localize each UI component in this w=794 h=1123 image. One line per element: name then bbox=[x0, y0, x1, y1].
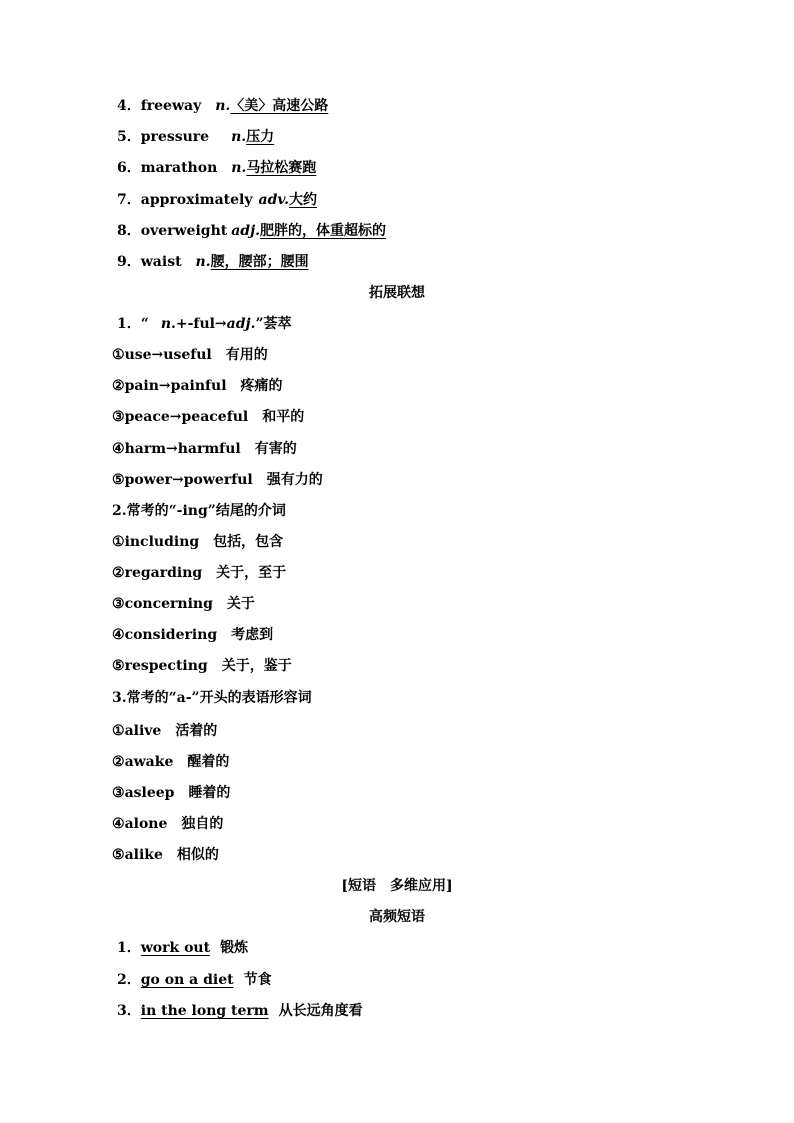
item-mark: ② bbox=[112, 565, 125, 581]
vocab-meaning: 马拉松赛跑 bbox=[246, 160, 317, 176]
list-item bbox=[112, 783, 230, 803]
vocab-meaning: 〈美〉高速公路 bbox=[230, 98, 329, 114]
list-item bbox=[112, 594, 255, 614]
item-meaning: 睡着的 bbox=[188, 785, 231, 801]
item-mark: ① bbox=[112, 534, 125, 550]
part-of-speech: n. bbox=[231, 129, 247, 145]
vocab-word: marathon bbox=[140, 160, 218, 176]
heading-number: 1． bbox=[117, 316, 141, 332]
item-meaning: 活着的 bbox=[175, 723, 218, 739]
item-mark: ① bbox=[112, 347, 125, 363]
vocab-item bbox=[117, 127, 274, 147]
heading-noun: n. bbox=[160, 316, 176, 332]
item-word: peace→peaceful bbox=[124, 409, 249, 425]
vocab-meaning: 压力 bbox=[246, 129, 275, 145]
item-word: considering bbox=[124, 627, 218, 643]
item-mark: ② bbox=[112, 754, 125, 770]
item-word: awake bbox=[124, 754, 174, 770]
item-word: respecting bbox=[124, 658, 208, 674]
item-meaning: 关于 bbox=[226, 596, 255, 612]
item-mark: ④ bbox=[112, 441, 125, 457]
list-item bbox=[112, 845, 219, 865]
item-mark: ③ bbox=[112, 785, 125, 801]
item-number: 1． bbox=[117, 940, 141, 956]
phrase-text: in the long term bbox=[140, 1003, 269, 1019]
item-number: 9． bbox=[117, 254, 141, 270]
heading-quote: “ bbox=[140, 316, 149, 332]
phrase-meaning: 节食 bbox=[243, 972, 272, 988]
vocab-item bbox=[117, 221, 386, 241]
section-title: 拓展联想 bbox=[369, 285, 425, 301]
phrase-text: go on a diet bbox=[140, 972, 234, 988]
item-meaning: 和平的 bbox=[262, 409, 305, 425]
item-word: regarding bbox=[124, 565, 203, 581]
phrase-item bbox=[117, 1001, 363, 1021]
part-of-speech: n. bbox=[195, 254, 211, 270]
vocab-word: overweight bbox=[140, 223, 228, 239]
item-mark: ⑤ bbox=[112, 658, 125, 674]
vocab-item bbox=[117, 96, 328, 116]
vocab-word: freeway bbox=[140, 98, 202, 114]
heading-end: ”荟萃 bbox=[255, 316, 292, 332]
item-number: 5． bbox=[117, 129, 141, 145]
item-mark: ① bbox=[112, 723, 125, 739]
item-number: 4． bbox=[117, 98, 141, 114]
item-meaning: 强有力的 bbox=[266, 472, 323, 488]
heading-adj: adj. bbox=[226, 316, 256, 332]
group-heading: 2.常考的“-ing”结尾的介词 bbox=[112, 503, 286, 519]
item-meaning: 有用的 bbox=[225, 347, 268, 363]
item-mark: ④ bbox=[112, 627, 125, 643]
list-item bbox=[112, 532, 283, 552]
part-of-speech: adv. bbox=[258, 192, 289, 208]
item-word: power→powerful bbox=[124, 472, 253, 488]
item-number: 6． bbox=[117, 160, 141, 176]
item-mark: ④ bbox=[112, 816, 125, 832]
phrase-item bbox=[117, 938, 248, 958]
item-word: including bbox=[124, 534, 200, 550]
list-item bbox=[112, 752, 229, 772]
vocab-item bbox=[117, 190, 317, 210]
item-meaning: 关于，鉴于 bbox=[221, 658, 292, 674]
heading-suffix: +-ful→ bbox=[175, 316, 227, 332]
vocab-item bbox=[117, 252, 309, 272]
item-mark: ⑤ bbox=[112, 472, 125, 488]
part-of-speech: adj. bbox=[231, 223, 261, 239]
item-meaning: 醒着的 bbox=[187, 754, 230, 770]
vocab-word: waist bbox=[140, 254, 182, 270]
item-mark: ③ bbox=[112, 409, 125, 425]
part-of-speech: n. bbox=[215, 98, 231, 114]
item-meaning: 独自的 bbox=[181, 816, 224, 832]
list-item bbox=[112, 407, 304, 427]
vocab-item bbox=[117, 158, 316, 178]
item-meaning: 疼痛的 bbox=[240, 378, 283, 394]
list-item bbox=[112, 439, 297, 459]
item-number: 8． bbox=[117, 223, 141, 239]
list-item bbox=[112, 345, 268, 365]
list-item bbox=[112, 625, 273, 645]
item-mark: ⑤ bbox=[112, 847, 125, 863]
item-meaning: 关于，至于 bbox=[216, 565, 287, 581]
item-word: concerning bbox=[124, 596, 213, 612]
phrase-meaning: 锻炼 bbox=[220, 940, 249, 956]
item-number: 3． bbox=[117, 1003, 141, 1019]
list-item bbox=[112, 656, 292, 676]
item-number: 2． bbox=[117, 972, 141, 988]
list-item bbox=[112, 563, 286, 583]
list-item bbox=[112, 814, 223, 834]
vocab-meaning: 肥胖的，体重超标的 bbox=[260, 223, 387, 239]
vocab-meaning: 大约 bbox=[288, 192, 317, 208]
item-mark: ② bbox=[112, 378, 125, 394]
vocab-word: pressure bbox=[140, 129, 210, 145]
group-heading: 3.常考的“a-”开头的表语形容词 bbox=[112, 690, 312, 706]
item-meaning: 有害的 bbox=[254, 441, 297, 457]
part-of-speech: n. bbox=[231, 160, 247, 176]
item-mark: ③ bbox=[112, 596, 125, 612]
item-word: alive bbox=[124, 723, 162, 739]
vocab-meaning: 腰，腰部；腰围 bbox=[210, 254, 309, 270]
item-word: harm→harmful bbox=[124, 441, 241, 457]
item-word: alone bbox=[124, 816, 168, 832]
item-word: alike bbox=[124, 847, 163, 863]
list-item bbox=[112, 721, 217, 741]
phrase-meaning: 从长远角度看 bbox=[278, 1003, 363, 1019]
phrase-item bbox=[117, 970, 272, 990]
item-word: pain→painful bbox=[124, 378, 227, 394]
item-meaning: 包括，包含 bbox=[213, 534, 284, 550]
list-item bbox=[112, 376, 283, 396]
group-heading bbox=[117, 314, 292, 334]
vocab-word: approximately bbox=[140, 192, 253, 208]
item-word: asleep bbox=[124, 785, 175, 801]
item-word: use→useful bbox=[124, 347, 212, 363]
phrase-text: work out bbox=[140, 940, 211, 956]
item-meaning: 考虑到 bbox=[231, 627, 274, 643]
section-subtitle: 高频短语 bbox=[369, 909, 425, 925]
list-item bbox=[112, 470, 323, 490]
item-number: 7． bbox=[117, 192, 141, 208]
item-meaning: 相似的 bbox=[176, 847, 219, 863]
section-title: [短语 多维应用] bbox=[341, 878, 453, 894]
